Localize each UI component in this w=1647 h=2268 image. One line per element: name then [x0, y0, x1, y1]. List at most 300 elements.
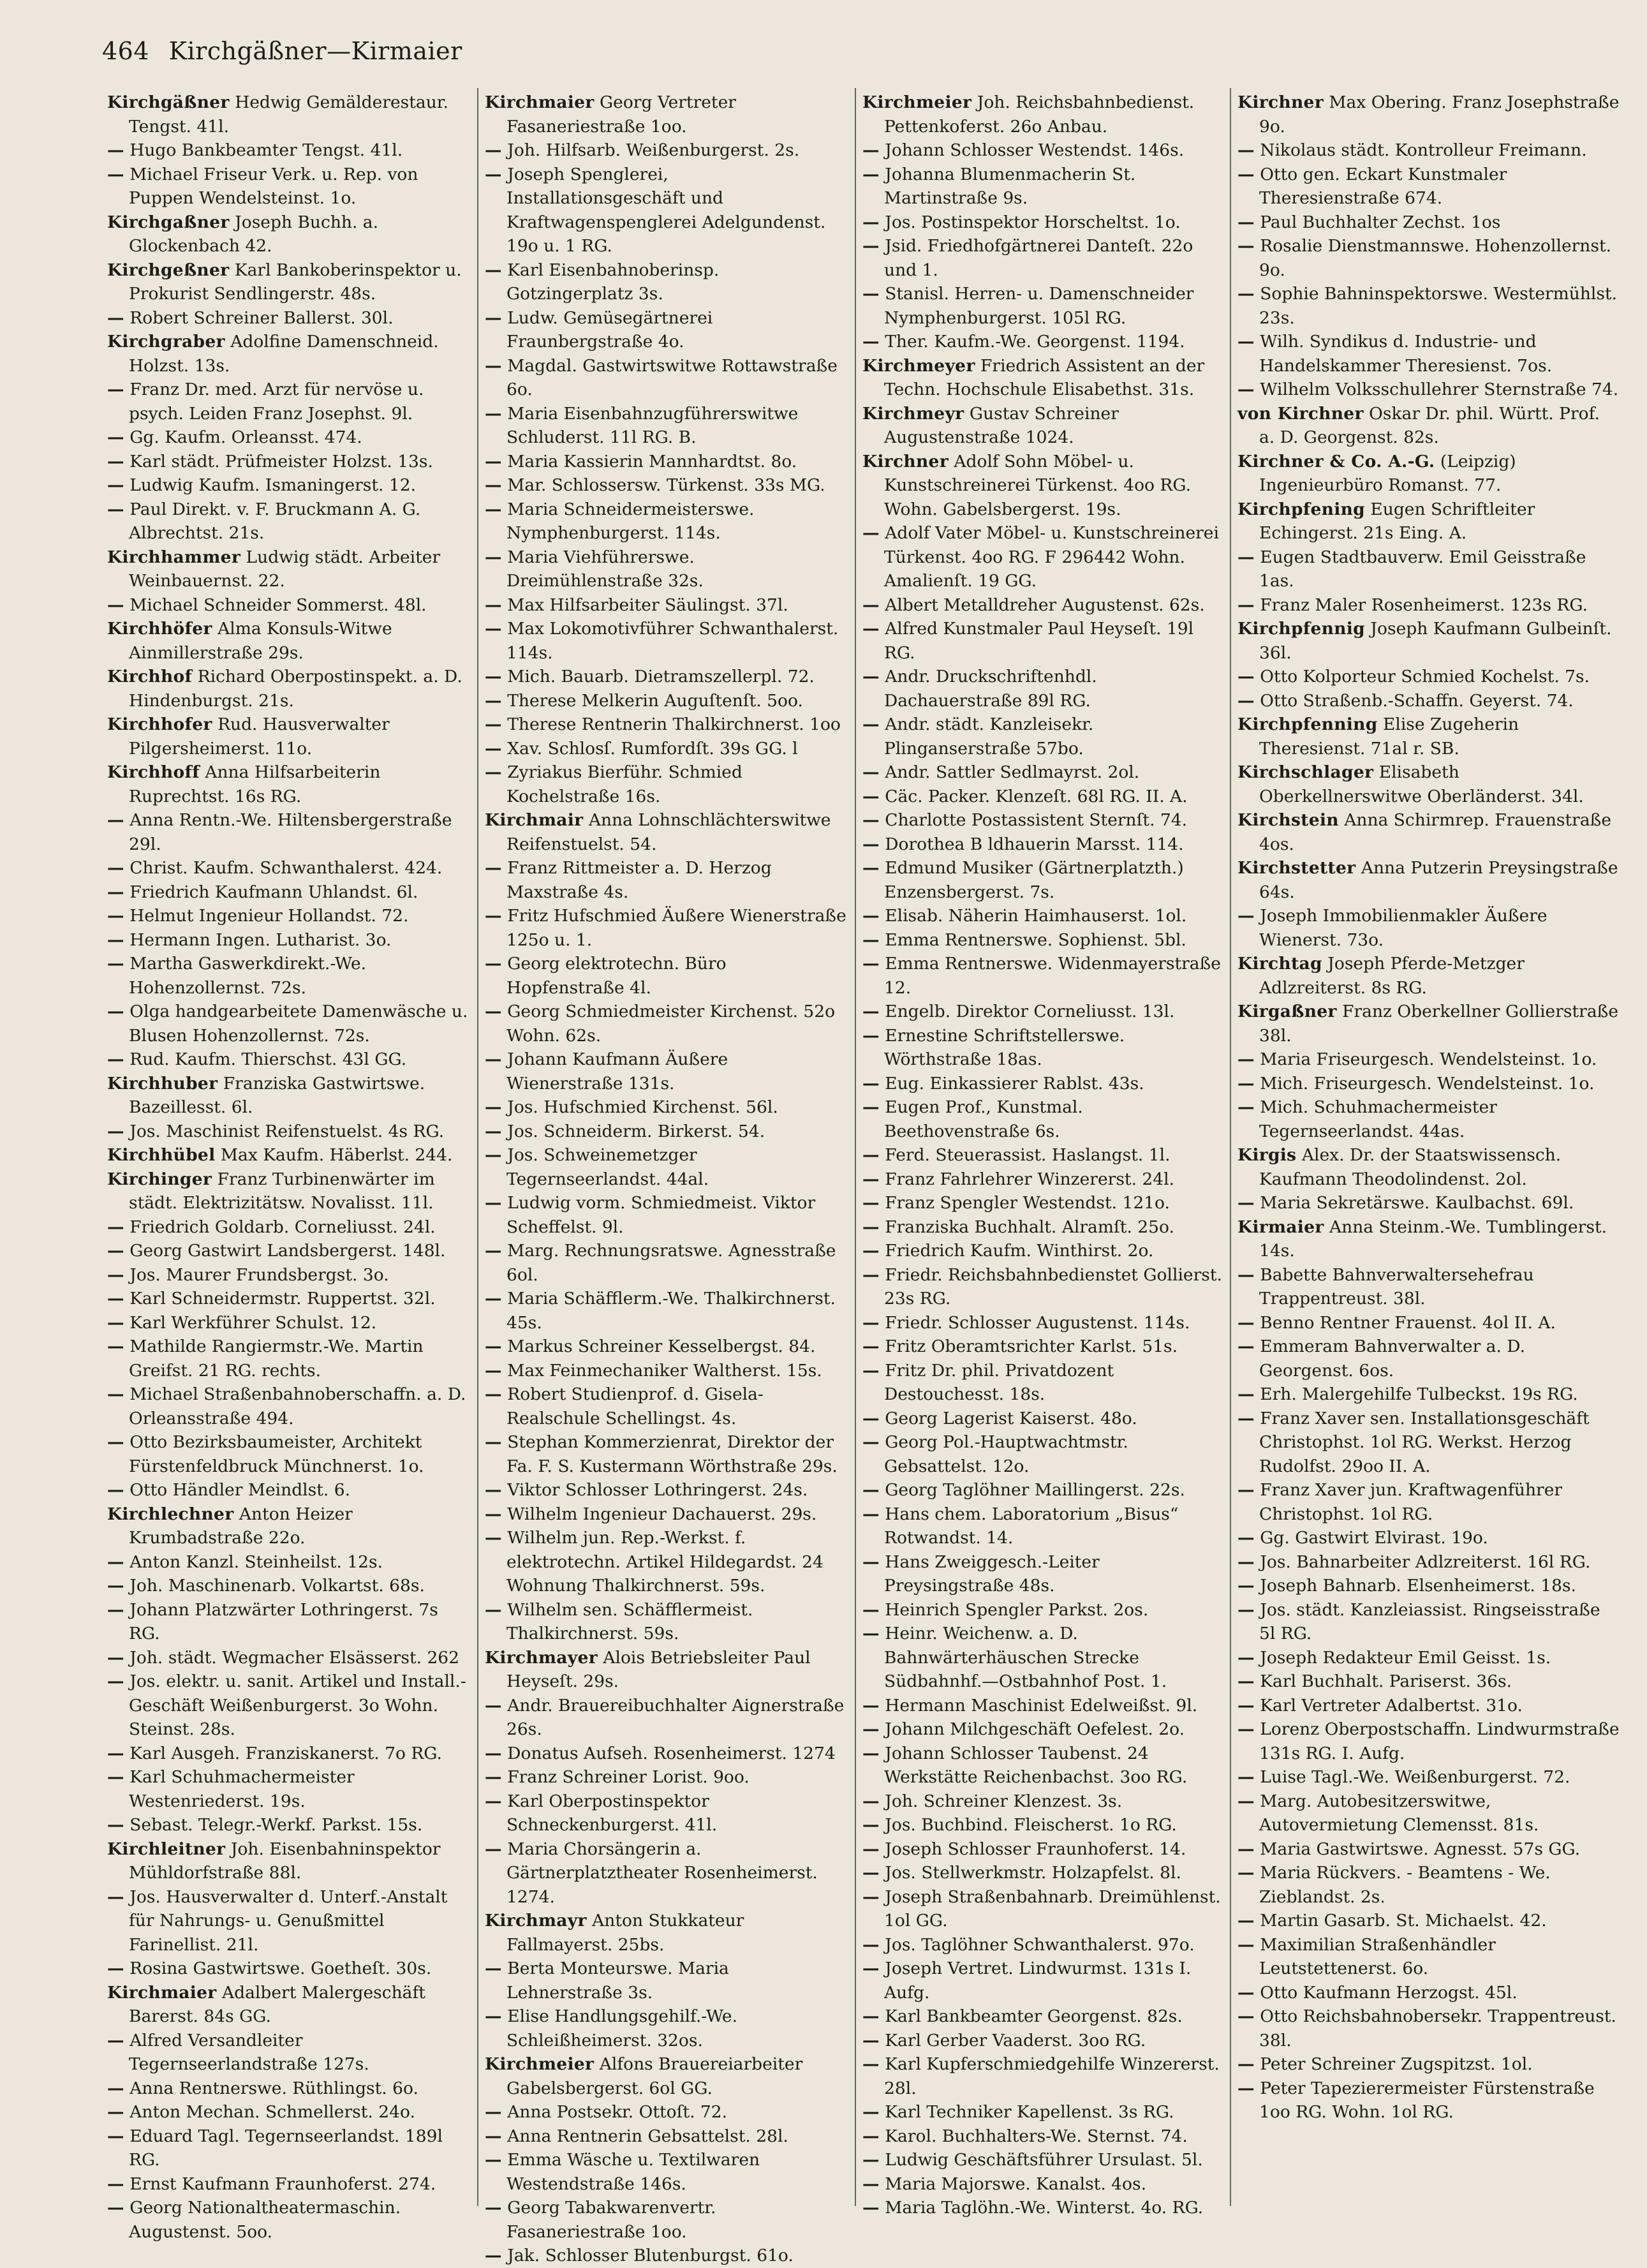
entry-details: Alex. Dr. der Staatswissensch. Kaufmann Theodolindenst. 2ol. — [1259, 1145, 1562, 1189]
entry-surname: — — [485, 1049, 502, 1069]
entry-surname: Kirchmeyer — [862, 355, 975, 376]
entry-details: Rosalie Dienstmannswe. Hohenzollernst. 9o. — [1259, 236, 1612, 280]
entry-details: Anna Steinm.-We. Tumblingerst. 14s. — [1259, 1217, 1607, 1261]
directory-entry — [107, 808, 471, 856]
entry-details: Georg Schmiedmeister Kirchenst. 52o Wohn. 62s. — [506, 1002, 836, 1046]
entry-details: Wilhelm sen. Schäfflermeist. Thalkirchnerst. 59s. — [506, 1599, 753, 1643]
entry-details: Anna Postsekr. Ottoſt. 72. — [507, 2102, 728, 2122]
entry-details: Franziska Buchhalt. Alramſt. 25o. — [885, 1217, 1174, 1237]
directory-entry — [107, 1215, 471, 1240]
entry-details: Gg. Kaufm. Orleansst. 474. — [129, 427, 362, 447]
directory-entry — [862, 1024, 1226, 1072]
directory-entry — [1237, 1000, 1620, 1048]
entry-surname: — — [485, 715, 502, 734]
entry-surname: — — [862, 1959, 880, 1978]
entry-details: Edmund Musiker (Gärtnerplatzth.) Enzensbergerst. 7s. — [884, 858, 1184, 902]
directory-entry — [862, 1095, 1226, 1143]
directory-entry — [107, 1502, 471, 1550]
entry-surname: Kirchpfenning — [1237, 715, 1378, 734]
directory-entry — [485, 1765, 848, 1790]
directory-entry — [1237, 1048, 1620, 1072]
entry-surname: — — [485, 2246, 502, 2265]
directory-entry — [862, 1933, 1226, 1957]
entry-details: Franz Oberkellner Gollierstraße 38l. — [1259, 1002, 1619, 1046]
directory-entry — [1237, 498, 1620, 545]
entry-details: Georg Gastwirt Landsbergerst. 148l. — [129, 1241, 446, 1261]
entry-details: Emma Rentnerswe. Sophienst. 5bl. — [885, 930, 1186, 950]
entry-surname: — — [1237, 332, 1255, 352]
entry-details: Friedrich Goldarb. Corneliusst. 24l. — [129, 1217, 436, 1237]
entry-surname: Kirchtag — [1237, 954, 1322, 974]
directory-entry — [862, 904, 1226, 928]
entry-surname: — — [485, 1121, 502, 1141]
directory-entry — [107, 760, 471, 808]
entry-details: Joseph Vertret. Lindwurmst. 131s I. Aufg. — [884, 1959, 1192, 2003]
entry-details: Michael Straßenbahnoberschaffn. a. D. Orleansstraße 494. — [129, 1384, 466, 1428]
entry-surname: — — [1237, 1097, 1255, 1117]
directory-entry — [1237, 545, 1620, 593]
directory-entry — [485, 2148, 848, 2196]
entry-surname: Kirchhübel — [107, 1145, 216, 1165]
entry-surname: — — [485, 2126, 502, 2146]
entry-surname: — — [485, 1504, 502, 1524]
directory-entry — [862, 1072, 1226, 1096]
entry-details: Anna Hilfsarbeiterin Ruprechtst. 16s RG. — [129, 762, 381, 806]
directory-entry — [862, 785, 1226, 809]
entry-details: Andr. Brauereibuchhalter Aignerstraße 26s. — [506, 1695, 845, 1739]
directory-entry — [485, 1646, 848, 1694]
entry-details: Oskar Dr. phil. Württ. Prof. a. D. Georgenst. 82s. — [1259, 403, 1600, 447]
directory-entry — [1237, 138, 1620, 163]
entry-details: Maximilian Straßenhändler Leutstettenerst. 6o. — [1259, 1934, 1496, 1978]
directory-entry — [1237, 1933, 1620, 1981]
entry-surname: — — [1237, 1791, 1255, 1811]
entry-details: Engelb. Direktor Corneliusst. 13l. — [885, 1002, 1175, 1021]
entry-surname: — — [107, 1432, 124, 1452]
entry-surname: — — [107, 1599, 124, 1620]
entry-details: Peter Schreiner Zugspitzst. 1ol. — [1260, 2054, 1533, 2074]
entry-surname: — — [107, 1743, 124, 1763]
directory-entry — [1237, 856, 1620, 904]
directory-entry — [107, 1837, 471, 1885]
entry-details: Wilhelm jun. Rep.-Werkst. f. elektrotechn. Artikel Hildegardst. 24 Wohnung Thalkirchnerst. 59s. — [506, 1528, 824, 1596]
entry-surname: — — [485, 475, 502, 495]
directory-entry — [1237, 689, 1620, 713]
entry-surname: — — [485, 1337, 502, 1356]
directory-entry — [107, 952, 471, 1000]
entry-surname: — — [485, 762, 502, 782]
directory-entry — [862, 1407, 1226, 1431]
entry-surname: Kirchpfening — [1237, 499, 1365, 519]
entry-details: Anna Rentnerswe. Rüthlingst. 6o. — [129, 2078, 418, 2098]
entry-details: Andr. Sattler Sedlmayrst. 2ol. — [885, 762, 1140, 782]
entry-surname: — — [1237, 595, 1255, 615]
directory-entry — [1237, 1909, 1620, 1933]
entry-details: Jos. Bahnarbeiter Adlzreiterst. 16l RG. — [1260, 1552, 1591, 1572]
entry-surname: — — [862, 1934, 880, 1955]
directory-entry — [107, 258, 471, 306]
entry-details: Heinrich Spengler Parkst. 2os. — [885, 1599, 1149, 1620]
entry-details: Jos. Maschinist Reifenstuelst. 4s RG. — [129, 1121, 445, 1141]
entry-surname: — — [485, 1767, 502, 1787]
entry-surname: — — [107, 475, 124, 495]
entry-surname: — — [107, 1576, 124, 1596]
directory-entry — [485, 163, 848, 258]
entry-surname: — — [862, 810, 880, 830]
directory-entry — [862, 330, 1226, 354]
directory-entry — [862, 593, 1226, 618]
entry-surname: — — [862, 1193, 880, 1213]
entry-details: Friedrich Assistent an der Techn. Hochschule Elisabethst. 31s. — [884, 355, 1205, 399]
entry-details: Joh. Schreiner Klenzest. 3s. — [885, 1791, 1123, 1811]
directory-entry — [1237, 904, 1620, 952]
directory-entry — [107, 91, 471, 138]
entry-details: Adalbert Malergeschäft Barerst. 84s GG. — [129, 1982, 425, 2026]
entry-surname: — — [485, 954, 502, 974]
directory-entry — [862, 1813, 1226, 1837]
entry-surname: — — [862, 762, 880, 782]
entry-details: Georg Vertreter Fasaneriestraße 1oo. — [506, 93, 736, 137]
directory-entry — [1237, 1335, 1620, 1382]
entry-details: Friedrich Kaufmann Uhlandst. 6l. — [129, 882, 418, 902]
entry-details: Stephan Kommerzienrat, Direktor der Fa. F. S. Kustermann Wörthstraße 29s. — [506, 1432, 838, 1476]
entry-details: Karl Werkführer Schulst. 12. — [129, 1312, 377, 1333]
directory-entry — [107, 306, 471, 330]
entry-details: Alfons Brauereiarbeiter Gabelsbergerst. 6ol GG. — [506, 2054, 803, 2098]
directory-entry — [107, 2100, 471, 2124]
entry-details: Ludwig vorm. Schmiedmeist. Viktor Scheffelst. 9l. — [506, 1193, 816, 1237]
entry-surname: — — [107, 2102, 124, 2122]
entry-details: Franz Xaver sen. Installationsgeschäft Christophst. 1ol RG. Werkst. Herzog Rudolfst. 29oo II. A. — [1259, 1408, 1590, 1476]
directory-entry — [862, 1622, 1226, 1694]
entry-surname: — — [862, 1337, 880, 1356]
entry-details: Otto Bezirksbaumeister, Architekt Fürstenfeldbruck Münchnerst. 1o. — [129, 1432, 424, 1476]
entry-details: Joseph Spenglerei, Installationsgeschäft und Kraftwagenspenglerei Adelgundenst. 19o u. 1 RG. — [506, 164, 826, 256]
entry-surname: Kirgaßner — [1237, 1002, 1337, 1021]
entry-details: Karl Techniker Kapellenst. 3s RG. — [885, 2102, 1174, 2122]
entry-surname: — — [1237, 1312, 1255, 1333]
entry-surname: — — [1237, 1911, 1255, 1931]
entry-surname: — — [862, 595, 880, 615]
entry-surname: — — [1237, 1528, 1255, 1548]
entry-surname: — — [1237, 1337, 1255, 1356]
entry-surname: — — [1237, 1576, 1255, 1596]
directory-entry — [862, 1359, 1226, 1407]
entry-details: Lorenz Oberpostschaffn. Lindwurmstraße 131s RG. I. Aufg. — [1259, 1719, 1620, 1763]
entry-details: Anton Stukkateur Fallmayerst. 25bs. — [506, 1911, 744, 1955]
entry-details: (Leipzig) Ingenieurbüro Romanst. 77. — [1259, 451, 1516, 495]
page-header — [102, 37, 462, 65]
entry-details: Otto Kaufmann Herzogst. 45l. — [1260, 1982, 1518, 2003]
entry-surname: Kirchgäßner — [107, 93, 230, 112]
entry-details: Joh. städt. Wegmacher Elsässerst. 262 — [129, 1647, 460, 1668]
directory-entry — [107, 545, 471, 593]
entry-surname: — — [1237, 1552, 1255, 1572]
directory-entry — [485, 1790, 848, 1837]
entry-surname: Kirchschlager — [1237, 762, 1374, 782]
entry-details: Paul Direkt. v. F. Bruckmann A. G. Albrechtst. 21s. — [129, 499, 421, 543]
entry-details: Ferd. Steuerassist. Haslangst. 1l. — [885, 1145, 1171, 1165]
entry-details: Anna Rentn.-We. Hiltensbergerstraße 29l. — [129, 810, 452, 854]
directory-entry — [107, 1167, 471, 1215]
entry-surname: — — [485, 1002, 502, 1021]
entry-surname: — — [1237, 1480, 1255, 1500]
directory-entry — [107, 1382, 471, 1430]
entry-surname: — — [485, 355, 502, 376]
entry-surname: — — [1237, 1767, 1255, 1787]
directory-entry — [1237, 330, 1620, 378]
entry-surname: — — [107, 140, 124, 160]
entry-surname: Kirchner — [1237, 93, 1324, 112]
entry-details: Xav. Schlosſ. Rumfordſt. 39s GG. l — [507, 738, 798, 759]
entry-surname: — — [485, 2198, 502, 2218]
entry-surname: Kirchmayer — [485, 1647, 598, 1668]
column-3 — [862, 91, 1226, 2220]
entry-surname: — — [485, 906, 502, 926]
entry-surname: — — [485, 1384, 502, 1404]
entry-surname: — — [862, 2030, 880, 2050]
entry-surname: — — [485, 690, 502, 711]
directory-entry — [862, 1215, 1226, 1240]
entry-details: Otto Straßenb.-Schaffn. Geyerst. 74. — [1260, 690, 1574, 711]
entry-surname: — — [485, 2150, 502, 2170]
entry-surname: — — [1237, 690, 1255, 711]
directory-entry — [485, 1430, 848, 1478]
entry-surname: — — [485, 499, 502, 519]
directory-entry — [1237, 1670, 1620, 1694]
directory-entry — [107, 1478, 471, 1502]
entry-surname: Kirchhuber — [107, 1073, 218, 1093]
entry-details: Johann Schlosser Taubenst. 24 Werkstätte Reichenbachst. 3oo RG. — [884, 1743, 1188, 1787]
directory-entry — [107, 1311, 471, 1335]
entry-details: Maria Schäfflerm.-We. Thalkirchnerst. 45s. — [506, 1289, 836, 1333]
entry-details: Fritz Oberamtsrichter Karlst. 51s. — [885, 1337, 1178, 1356]
directory-entry — [107, 593, 471, 618]
directory-entry — [1237, 1215, 1620, 1263]
directory-entry — [1237, 211, 1620, 235]
directory-entry — [107, 1287, 471, 1311]
directory-entry — [485, 2005, 848, 2052]
directory-entry — [107, 1885, 471, 1957]
entry-surname: — — [862, 1002, 880, 1021]
entry-surname: — — [485, 1528, 502, 1548]
directory-entry — [107, 426, 471, 450]
entry-surname: — — [862, 1743, 880, 1763]
entry-details: Robert Schreiner Ballerst. 30l. — [129, 308, 394, 328]
entry-details: Karl Schuhmachermeister Westenriederst. 19s. — [129, 1767, 355, 1811]
entry-details: Anna Schirmrep. Frauenstraße 4os. — [1259, 810, 1612, 854]
entry-surname: — — [862, 858, 880, 878]
entry-details: Maria Friseurgesch. Wendelsteinst. 1o. — [1260, 1049, 1597, 1069]
entry-details: Max Feinmechaniker Waltherst. 15s. — [507, 1360, 822, 1381]
directory-entry — [107, 1813, 471, 1837]
entry-surname: — — [107, 1480, 124, 1500]
entry-surname: — — [862, 1695, 880, 1716]
directory-entry — [862, 665, 1226, 713]
directory-entry — [1237, 163, 1620, 211]
entry-details: Babette Bahnverwaltersehefrau Trappentreust. 38l. — [1259, 1264, 1534, 1308]
directory-entry — [107, 163, 471, 211]
directory-entry — [107, 473, 471, 498]
directory-entry — [485, 617, 848, 665]
directory-entry — [485, 1143, 848, 1191]
directory-entry — [862, 617, 1226, 665]
entry-surname: — — [485, 667, 502, 686]
directory-entry — [1237, 2005, 1620, 2052]
entry-surname: — — [485, 619, 502, 639]
entry-surname: — — [862, 1815, 880, 1835]
entry-details: Olga handgearbeitete Damenwäsche u. Blusen Hohenzollernst. 72s. — [129, 1002, 468, 1046]
entry-details: Karl Eisenbahnoberinsp. Gotzingerplatz 3s. — [506, 260, 720, 304]
entry-surname: — — [107, 930, 124, 950]
entry-details: Elisab. Näherin Haimhauserst. 1ol. — [885, 906, 1187, 926]
page-number: 464 — [102, 37, 150, 65]
directory-entry — [107, 928, 471, 952]
entry-surname: — — [862, 786, 880, 806]
directory-entry — [107, 1143, 471, 1167]
entry-surname: — — [862, 1312, 880, 1333]
directory-entry — [485, 1478, 848, 1502]
entry-surname: — — [1237, 1839, 1255, 1859]
entry-details: Sebast. Telegr.-Werkf. Parkst. 15s. — [129, 1815, 423, 1835]
entry-details: Anton Heizer Krumbadstraße 22o. — [129, 1504, 353, 1548]
entry-details: Ernst Kaufmann Fraunhoferst. 274. — [129, 2174, 436, 2194]
entry-details: Zyriakus Bierführ. Schmied Kochelstraße 16s. — [506, 762, 742, 806]
directory-entry — [107, 904, 471, 928]
entry-details: Viktor Schlosser Lothringerst. 24s. — [507, 1480, 808, 1500]
entry-surname: — — [107, 882, 124, 902]
entry-details: Hermann Maschinist Edelweißst. 9l. — [885, 1695, 1198, 1716]
directory-entry — [1237, 234, 1620, 282]
entry-surname: — — [862, 1791, 880, 1811]
entry-surname: Kirchstetter — [1237, 858, 1356, 878]
entry-details: Karl Schneidermstr. Ruppertst. 32l. — [129, 1289, 436, 1308]
entry-surname: Kirchmayr — [485, 1911, 587, 1931]
entry-surname: — — [862, 1480, 880, 1500]
directory-entry — [862, 1335, 1226, 1359]
entry-surname: — — [485, 1289, 502, 1308]
column-divider — [477, 88, 478, 2206]
directory-entry — [862, 856, 1226, 904]
entry-details: Alois Betriebsleiter Paul Heyseſt. 29s. — [506, 1647, 811, 1691]
directory-entry — [1237, 282, 1620, 330]
entry-details: Robert Studienprof. d. Gisela-Realschule Schellingst. 4s. — [506, 1384, 764, 1428]
entry-surname: — — [107, 2030, 124, 2050]
entry-details: Franz Maler Rosenheimerst. 123s RG. — [1260, 595, 1588, 615]
entry-details: Maria Sekretärswe. Kaulbachst. 69l. — [1260, 1193, 1574, 1213]
directory-entry — [485, 593, 848, 618]
entry-surname: Kirchgraber — [107, 332, 225, 352]
entry-surname: — — [862, 2054, 880, 2074]
entry-details: Therese Melkerin Auguſtenſt. 5oo. — [507, 690, 803, 711]
entry-details: Marg. Autobesitzerswitwe, Autovermietung Clemensst. 81s. — [1259, 1791, 1539, 1835]
entry-surname: — — [862, 1599, 880, 1620]
entry-surname: — — [485, 858, 502, 878]
directory-entry — [107, 1574, 471, 1598]
directory-entry — [485, 2052, 848, 2100]
directory-entry — [485, 1095, 848, 1120]
entry-surname: Kirchleitner — [107, 1839, 226, 1859]
entry-surname: — — [107, 1384, 124, 1404]
directory-entry — [485, 450, 848, 474]
directory-entry — [862, 282, 1226, 330]
directory-entry — [862, 402, 1226, 450]
directory-entry — [107, 1646, 471, 1670]
entry-surname: — — [107, 2174, 124, 2194]
directory-entry — [485, 2244, 848, 2268]
entry-surname: — — [862, 1552, 880, 1572]
entry-details: Maria Rückvers. - Beamtens - We. Zieblandst. 2s. — [1259, 1863, 1551, 1907]
entry-surname: — — [107, 1767, 124, 1787]
entry-surname: — — [107, 1886, 124, 1907]
entry-surname: — — [107, 427, 124, 447]
directory-entry — [107, 1957, 471, 1981]
entry-surname: — — [862, 212, 880, 232]
entry-surname: — — [107, 1264, 124, 1285]
directory-entry — [485, 1191, 848, 1239]
entry-details: Rosina Gastwirtswe. Goetheſt. 30s. — [129, 1959, 432, 1978]
directory-entry — [485, 904, 848, 952]
entry-details: Karl Vertreter Adalbertst. 31o. — [1260, 1695, 1523, 1716]
entry-details: Christ. Kaufm. Schwanthalerst. 424. — [129, 858, 443, 878]
entry-surname: — — [862, 1217, 880, 1237]
entry-surname: — — [862, 954, 880, 974]
entry-details: Emmeram Bahnverwalter a. D. Georgenst. 6os. — [1259, 1337, 1526, 1381]
directory-entry — [107, 330, 471, 378]
entry-details: Alma Konsuls-Witwe Ainmillerstraße 29s. — [129, 619, 392, 663]
directory-entry — [862, 2148, 1226, 2172]
entry-surname: — — [1237, 380, 1255, 399]
running-title: Kirchgäßner—Kirmaier — [168, 37, 462, 65]
directory-entry — [1237, 1191, 1620, 1215]
entry-surname: — — [485, 1695, 502, 1716]
directory-entry — [862, 1239, 1226, 1263]
entry-details: Fritz Hufschmied Äußere Wienerstraße 125o u. 1. — [506, 906, 846, 950]
entry-surname: — — [485, 1959, 502, 1978]
entry-surname: Kirchpfennig — [1237, 619, 1365, 639]
directory-entry — [1237, 808, 1620, 856]
entry-details: Georg Taglöhner Maillingerst. 22s. — [885, 1480, 1185, 1500]
directory-entry — [862, 1837, 1226, 1862]
entry-surname: Kirmaier — [1237, 1217, 1324, 1237]
entry-details: Joseph Pferde-Metzger Adlzreiterst. 8s RG. — [1259, 954, 1525, 998]
column-4 — [1237, 91, 1620, 2124]
entry-details: Johanna Blumenmacherin St. Martinstraße 9s. — [884, 164, 1136, 208]
entry-details: Sophie Bahninspektorswe. Westermühlst. 23s. — [1259, 284, 1618, 328]
entry-surname: — — [1237, 1408, 1255, 1428]
directory-entry — [862, 2005, 1226, 2029]
entry-details: Erh. Malergehilfe Tulbeckst. 19s RG. — [1260, 1384, 1578, 1404]
directory-entry — [862, 1957, 1226, 2005]
directory-entry — [1237, 1478, 1620, 1526]
entry-details: Hans Zweiggesch.-Leiter Preysingstraße 48s. — [884, 1552, 1100, 1596]
entry-details: Max Lokomotivführer Schwanthalerst. 114s. — [506, 619, 839, 663]
entry-details: Ludwig städt. Arbeiter Weinbauernst. 22. — [129, 547, 441, 591]
directory-entry — [485, 856, 848, 904]
directory-entry — [485, 737, 848, 761]
directory-entry — [862, 1478, 1226, 1502]
entry-details: Friedrich Kaufm. Winthirst. 2o. — [885, 1241, 1154, 1261]
entry-surname: — — [862, 930, 880, 950]
directory-entry — [862, 1694, 1226, 1718]
entry-surname: — — [862, 164, 880, 184]
directory-entry — [107, 1335, 471, 1382]
directory-entry — [107, 1765, 471, 1813]
directory-entry — [1237, 1407, 1620, 1479]
entry-details: Rud. Hausverwalter Pilgersheimerst. 11o. — [129, 715, 390, 759]
entry-details: Emma Rentnerswe. Widenmayerstraße 12. — [884, 954, 1221, 998]
entry-details: Jos. Schweinemetzger Tegernseerlandst. 44al. — [506, 1145, 709, 1189]
